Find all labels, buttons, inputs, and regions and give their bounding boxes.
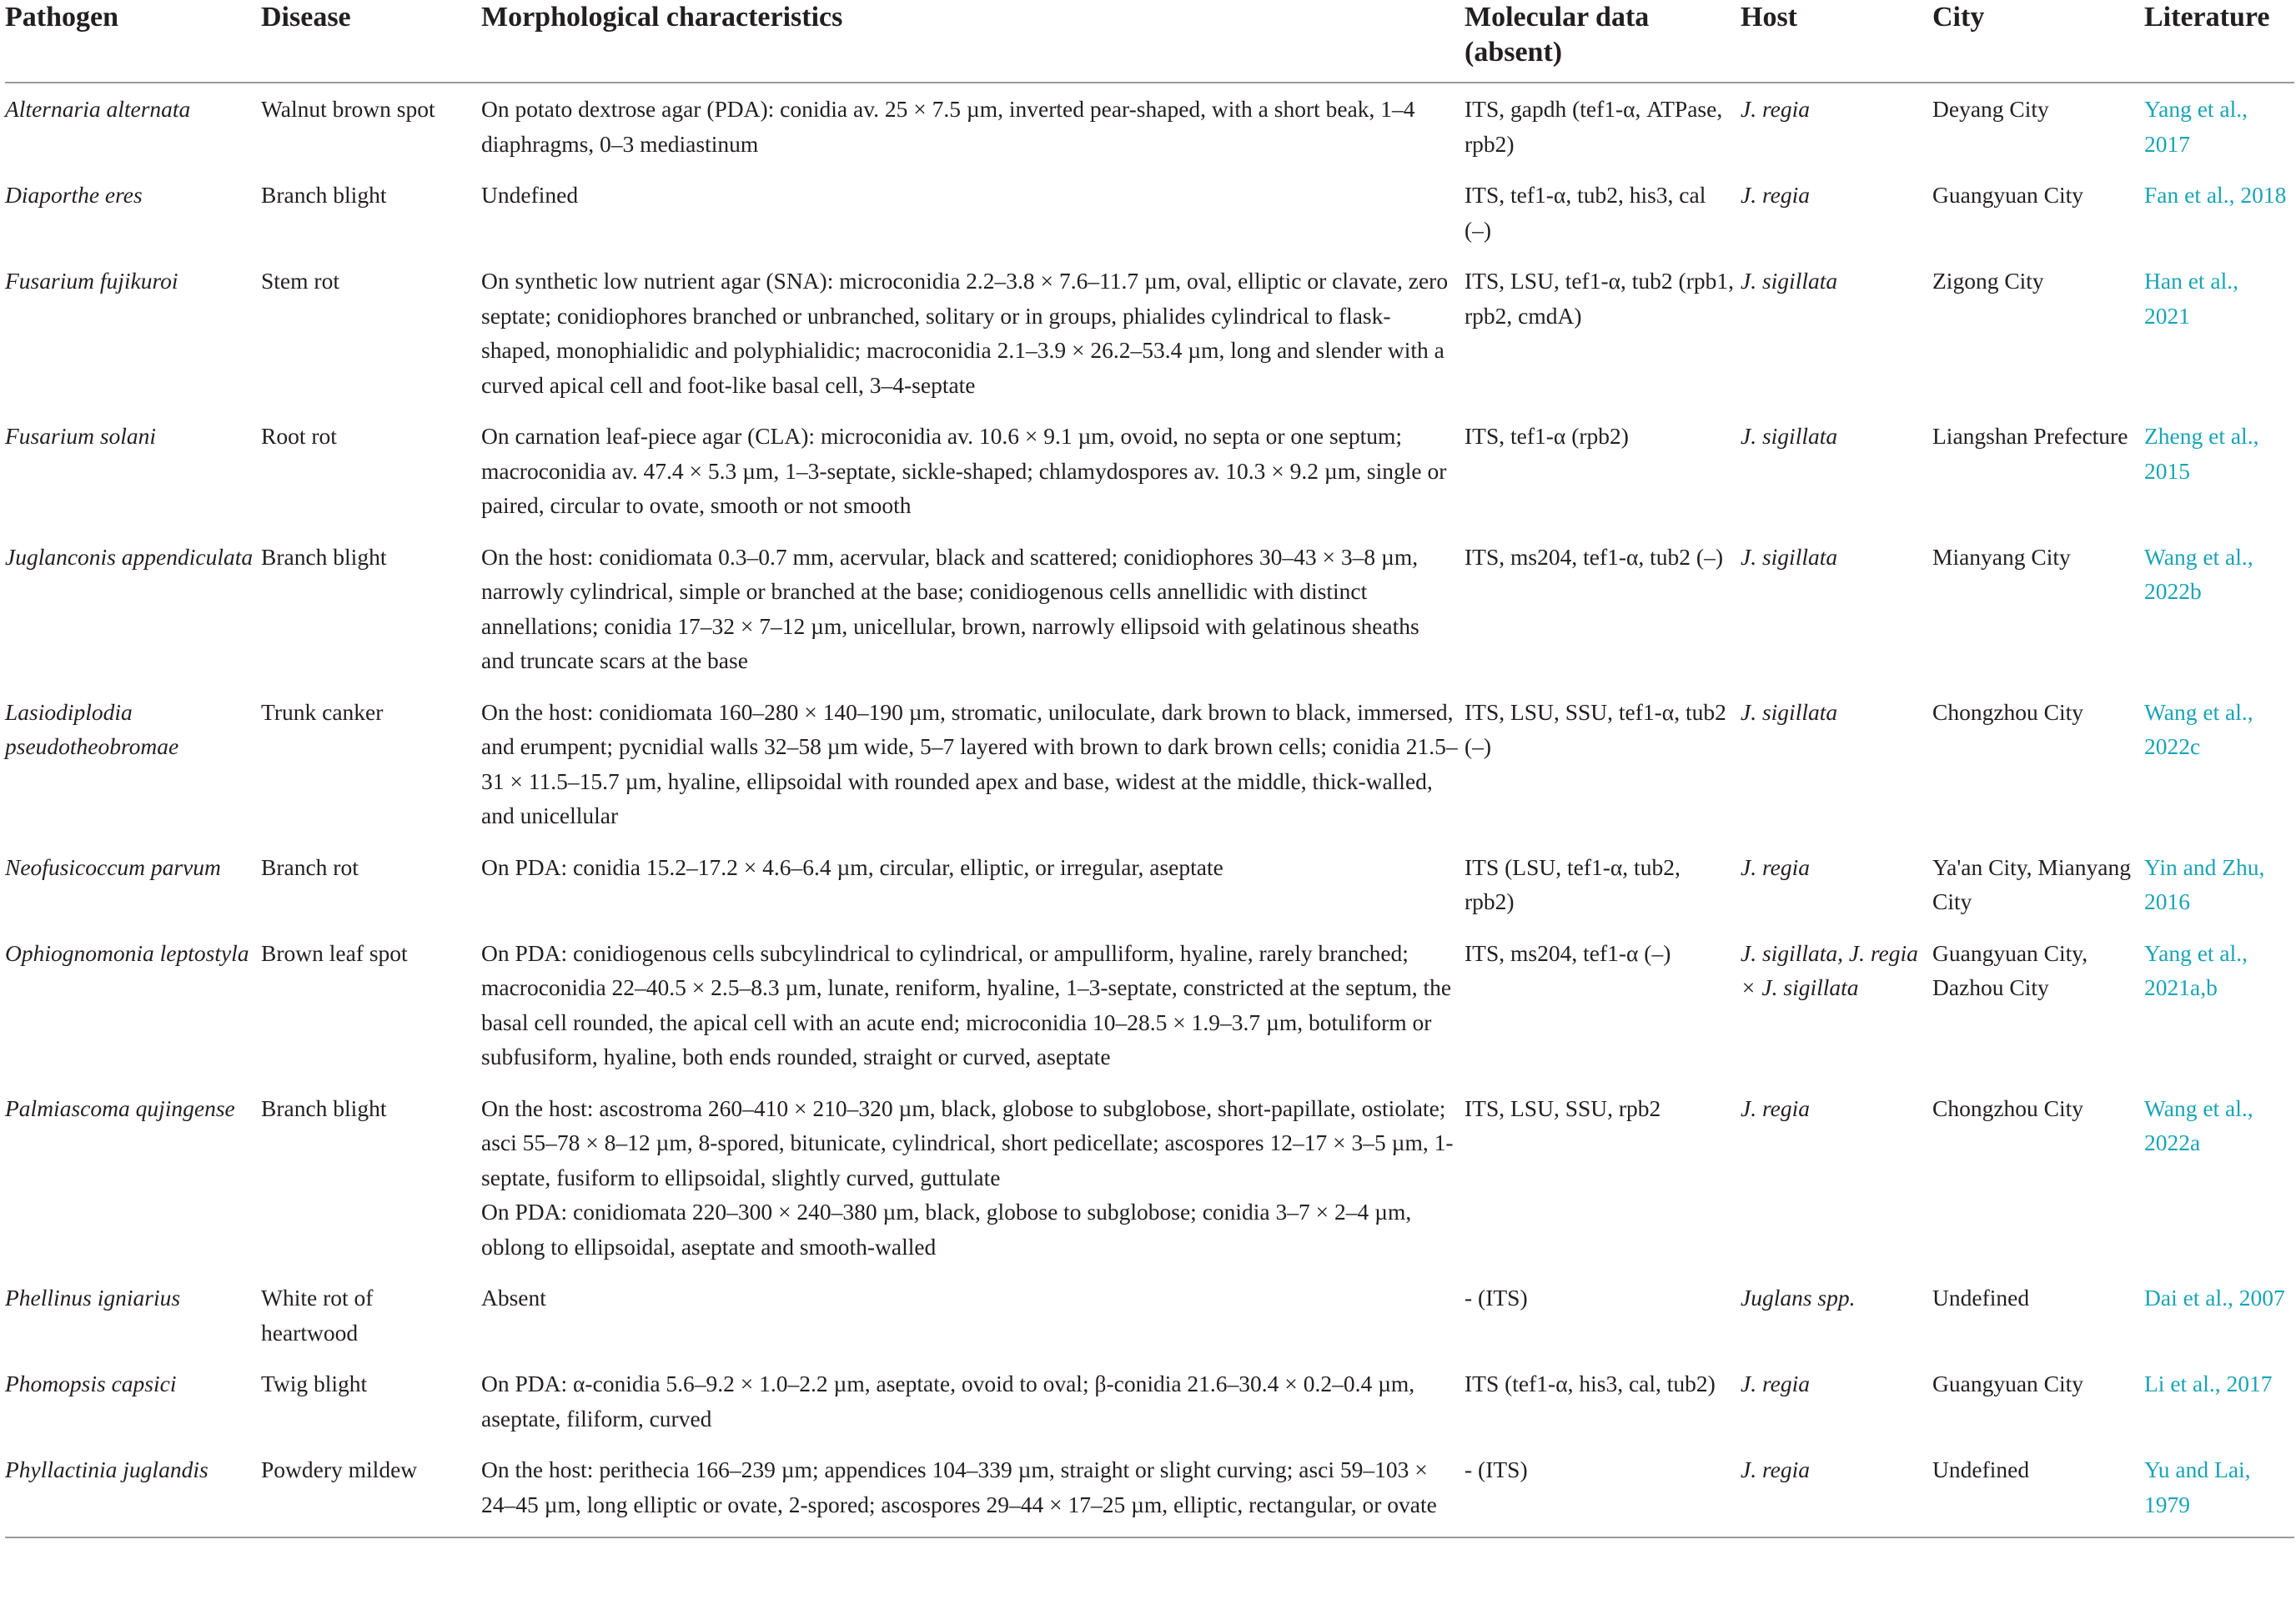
literature-link[interactable]: Han et al., 2021 [2144, 268, 2239, 329]
literature-link[interactable]: Wang et al., 2022c [2144, 698, 2253, 759]
table-row [5, 687, 2294, 842]
morphology-text: On PDA: α-conidia 5.6–9.2 × 1.0–2.2 µm, aseptate, ovoid to oval; β-conidia 21.6–30.4 × 0.2–0.4 µm, aseptate, filiform, curved [481, 1371, 1415, 1431]
cell-disease: Walnut brown spot [261, 96, 435, 122]
cell-molecular: ITS, LSU, tef1-α, tub2 (rpb1, rpb2, cmdA) [1465, 268, 1734, 329]
cell-literature [2144, 410, 2294, 531]
cell-pathogen: Fusarium solani [5, 423, 157, 449]
cell-molecular: ITS, LSU, SSU, tef1-α, tub2 (–) [1465, 698, 1726, 759]
cell-molecular: ITS, LSU, SSU, rpb2 [1465, 1094, 1661, 1121]
morphology-text: On PDA: conidiomata 220–300 × 240–380 µm, black, globose to subglobose; conidia 3–7 × 2–4 µm, oblong to ellipsoidal, aseptate and smooth-walled [481, 1199, 1412, 1260]
cell-pathogen: Juglanconis appendiculata [5, 543, 254, 570]
morphology-text: On the host: perithecia 166–239 µm; appendices 104–339 µm, straight or slight curving; asci 59–103 × 24–45 µm, long elliptic or ovate, 2-spored; ascospores 29–44 × 17–25 µm, elliptic, rectangular, or ovate [481, 1457, 1437, 1517]
cell-molecular: ITS, ms204, tef1-α (–) [1465, 939, 1671, 966]
morphology-text: On synthetic low nutrient agar (SNA): microconidia 2.2–3.8 × 7.6–11.7 µm, oval, elliptic or clavate, zero septate; conidiophores branched or unbranched, solitary or in groups, phialides cylindrical to flask-shaped, monophialidic and polyphialidic; macroconidia 2.1–3.9 × 26.2–53.4 µm, long and slender with a curved apical cell and foot-like basal cell, 3–4-septate [481, 268, 1449, 398]
cell-city: Zigong City [1932, 268, 2044, 294]
table-row [5, 410, 2294, 531]
cell-host: J. regia [1741, 1371, 1810, 1396]
cell-pathogen: Fusarium fujikuroi [5, 268, 178, 294]
morphology-text: On PDA: conidia 15.2–17.2 × 4.6–6.4 µm, circular, elliptic, or irregular, aseptate [481, 853, 1223, 880]
cell-literature [2144, 1444, 2294, 1537]
cell-molecular: ITS, tef1-α (rpb2) [1465, 423, 1629, 449]
header-disease: Disease [261, 0, 481, 83]
cell-molecular: - (ITS) [1465, 1285, 1528, 1311]
cell-pathogen: Lasiodiplodia pseudotheobromae [5, 698, 179, 759]
cell-host: J. regia [1741, 182, 1810, 208]
cell-molecular: ITS, gapdh (tef1-α, ATPase, rpb2) [1465, 96, 1723, 157]
cell-disease: Root rot [261, 423, 337, 449]
cell-city: Mianyang City [1932, 543, 2071, 570]
literature-link[interactable]: Zheng et al., 2015 [2144, 423, 2259, 484]
cell-disease: Trunk canker [261, 698, 384, 725]
cell-disease: Branch blight [261, 182, 387, 208]
cell-disease: Branch blight [261, 1094, 387, 1121]
literature-link[interactable]: Wang et al., 2022a [2144, 1094, 2253, 1155]
cell-disease: Powdery mildew [261, 1444, 481, 1537]
cell-host: Juglans spp. [1741, 1285, 1856, 1311]
cell-city: Undefined [1932, 1444, 2144, 1537]
cell-pathogen: Phyllactinia juglandis [5, 1444, 261, 1537]
cell-disease: Twig blight [261, 1371, 368, 1396]
table-row [5, 83, 2294, 169]
cell-molecular: ITS, ms204, tef1-α, tub2 (–) [1465, 543, 1723, 570]
cell-morphology [481, 928, 1465, 1083]
cell-city: Guangyuan City, Dazhou City [1932, 939, 2088, 1000]
cell-host: J. sigillata [1741, 268, 1838, 294]
cell-pathogen: Phomopsis capsici [5, 1371, 177, 1396]
cell-morphology [481, 1444, 1465, 1537]
cell-disease: Branch blight [261, 543, 387, 570]
cell-host: J. sigillata [1741, 423, 1838, 449]
morphology-text: On the host: conidiomata 160–280 × 140–190 µm, stromatic, uniloculate, dark brown to black, immersed, and erumpent; pycnidial walls 32–58 µm wide, 5–7 layered with brown to dark brown cells; conidia 21.5–31 × 11.5–15.7 µm, hyaline, ellipsoidal with rounded apex and base, widest at the middle, thick-walled, and unicellular [481, 698, 1458, 828]
cell-morphology [481, 410, 1465, 531]
header-pathogen: Pathogen [5, 0, 261, 83]
table-row [5, 928, 2294, 1083]
header-molecular: Molecular data (absent) [1465, 0, 1741, 83]
cell-literature [2144, 83, 2294, 169]
literature-link[interactable]: Fan et al., 2018 [2144, 182, 2287, 208]
cell-host: J. sigillata [1741, 543, 1838, 570]
cell-pathogen: Alternaria alternata [5, 96, 191, 122]
literature-link[interactable]: Li et al., 2017 [2144, 1371, 2273, 1396]
cell-pathogen: Neofusicoccum parvum [5, 853, 221, 880]
cell-morphology [481, 83, 1465, 169]
table-row [5, 1272, 2294, 1358]
cell-morphology [481, 255, 1465, 410]
header-row [5, 0, 2294, 83]
cell-city: Guangyuan City [1932, 1371, 2084, 1396]
cell-molecular: ITS (tef1-α, his3, cal, tub2) [1465, 1371, 1716, 1396]
table-row [5, 1083, 2294, 1273]
table-row [5, 1444, 2294, 1537]
literature-link[interactable]: Yin and Zhu, 2016 [2144, 853, 2265, 914]
cell-city: Chongzhou City [1932, 698, 2084, 725]
cell-morphology [481, 531, 1465, 687]
cell-host: J. regia [1741, 1094, 1810, 1121]
cell-molecular: - (ITS) [1465, 1444, 1741, 1537]
cell-disease: Stem rot [261, 268, 339, 294]
cell-literature [2144, 169, 2294, 255]
cell-literature [2144, 1272, 2294, 1358]
cell-pathogen: Ophiognomonia leptostyla [5, 939, 249, 966]
table-row [5, 1358, 2294, 1444]
morphology-text: Undefined [481, 182, 579, 208]
cell-molecular: ITS (LSU, tef1-α, tub2, rpb2) [1465, 853, 1681, 914]
cell-pathogen: Palmiascoma qujingense [5, 1094, 235, 1121]
literature-link[interactable]: Yang et al., 2017 [2144, 96, 2248, 157]
cell-literature [2144, 928, 2294, 1083]
table-row [5, 842, 2294, 928]
cell-pathogen: Diaporthe eres [5, 182, 143, 208]
literature-link[interactable]: Wang et al., 2022b [2144, 543, 2253, 604]
literature-link[interactable]: Dai et al., 2007 [2144, 1285, 2285, 1311]
morphology-text: On PDA: conidiogenous cells subcylindrical to cylindrical, or ampulliform, hyaline, rarely branched; macroconidia 22–40.5 × 2.5–8.3 µm, lunate, reniform, hyaline, 1–3-septate, constricted at the septum, the basal cell rounded, the apical cell with an acute end; microconidia 10–28.5 × 1.9–3.7 µm, botuliform or subfusiform, hyaline, both ends rounded, straight or curved, aseptate [481, 939, 1452, 1069]
cell-city: Deyang City [1932, 96, 2049, 122]
literature-link[interactable]: Yu and Lai, 1979 [2144, 1457, 2251, 1517]
cell-city: Ya'an City, Mianyang City [1932, 853, 2131, 914]
cell-host: J. sigillata, J. regia × J. sigillata [1741, 939, 1918, 1000]
cell-literature [2144, 687, 2294, 842]
cell-city: Liangshan Prefecture [1932, 423, 2128, 449]
cell-city: Undefined [1932, 1285, 2030, 1311]
morphology-text: On the host: conidiomata 0.3–0.7 mm, acervular, black and scattered; conidiophores 30–43 × 3–8 µm, narrowly cylindrical, simple or branched at the base; conidiogenous cells annellidic with distinct annellations; conidia 17–32 × 7–12 µm, unicellular, brown, narrowly ellipsoid with gelatinous sheaths and truncate scars at the base [481, 543, 1419, 673]
table-row [5, 169, 2294, 255]
cell-disease: Brown leaf spot [261, 939, 408, 966]
morphology-text: On potato dextrose agar (PDA): conidia av. 25 × 7.5 µm, inverted pear-shaped, with a short beak, 1–4 diaphragms, 0–3 mediastinum [481, 96, 1415, 157]
cell-literature [2144, 1083, 2294, 1273]
table-row [5, 531, 2294, 687]
cell-pathogen: Phellinus igniarius [5, 1285, 181, 1311]
header-morphology: Morphological characteristics [481, 0, 1465, 83]
pathogen-table [5, 0, 2294, 1538]
literature-link[interactable]: Yang et al., 2021a,b [2144, 939, 2248, 1000]
cell-city: Chongzhou City [1932, 1094, 2084, 1121]
cell-disease: White rot of heartwood [261, 1285, 374, 1346]
cell-host: J. sigillata [1741, 698, 1838, 725]
cell-morphology [481, 169, 1465, 255]
cell-literature [2144, 531, 2294, 687]
cell-host: J. regia [1741, 1444, 1932, 1537]
header-literature: Literature [2144, 0, 2294, 83]
cell-morphology [481, 1083, 1465, 1273]
cell-morphology [481, 687, 1465, 842]
cell-morphology [481, 1272, 1465, 1358]
table-row [5, 255, 2294, 410]
cell-morphology [481, 842, 1465, 928]
cell-molecular: ITS, tef1-α, tub2, his3, cal (–) [1465, 182, 1706, 243]
cell-disease: Branch rot [261, 853, 359, 880]
header-host: Host [1741, 0, 1932, 83]
cell-literature [2144, 842, 2294, 928]
morphology-text: Absent [481, 1285, 546, 1311]
morphology-text: On carnation leaf-piece agar (CLA): microconidia av. 10.6 × 9.1 µm, ovoid, no septa or one septum; macroconidia av. 47.4 × 5.3 µm, 1–3-septate, sickle-shaped; chlamydospores av. 10.3 × 9.2 µm, single or paired, circular to ovate, smooth or not smooth [481, 423, 1447, 518]
header-city: City [1932, 0, 2144, 83]
cell-morphology [481, 1358, 1465, 1444]
cell-literature [2144, 1358, 2294, 1444]
cell-city: Guangyuan City [1932, 182, 2084, 208]
cell-host: J. regia [1741, 96, 1810, 122]
cell-literature [2144, 255, 2294, 410]
cell-host: J. regia [1741, 853, 1810, 880]
morphology-text: On the host: ascostroma 260–410 × 210–320 µm, black, globose to subglobose, short-papillate, ostiolate; asci 55–78 × 8–12 µm, 8-spored, bitunicate, cylindrical, short pedicellate; ascospores 12–17 × 3–5 µm, 1-septate, fusiform to ellipsoidal, slightly curved, guttulate [481, 1094, 1454, 1190]
